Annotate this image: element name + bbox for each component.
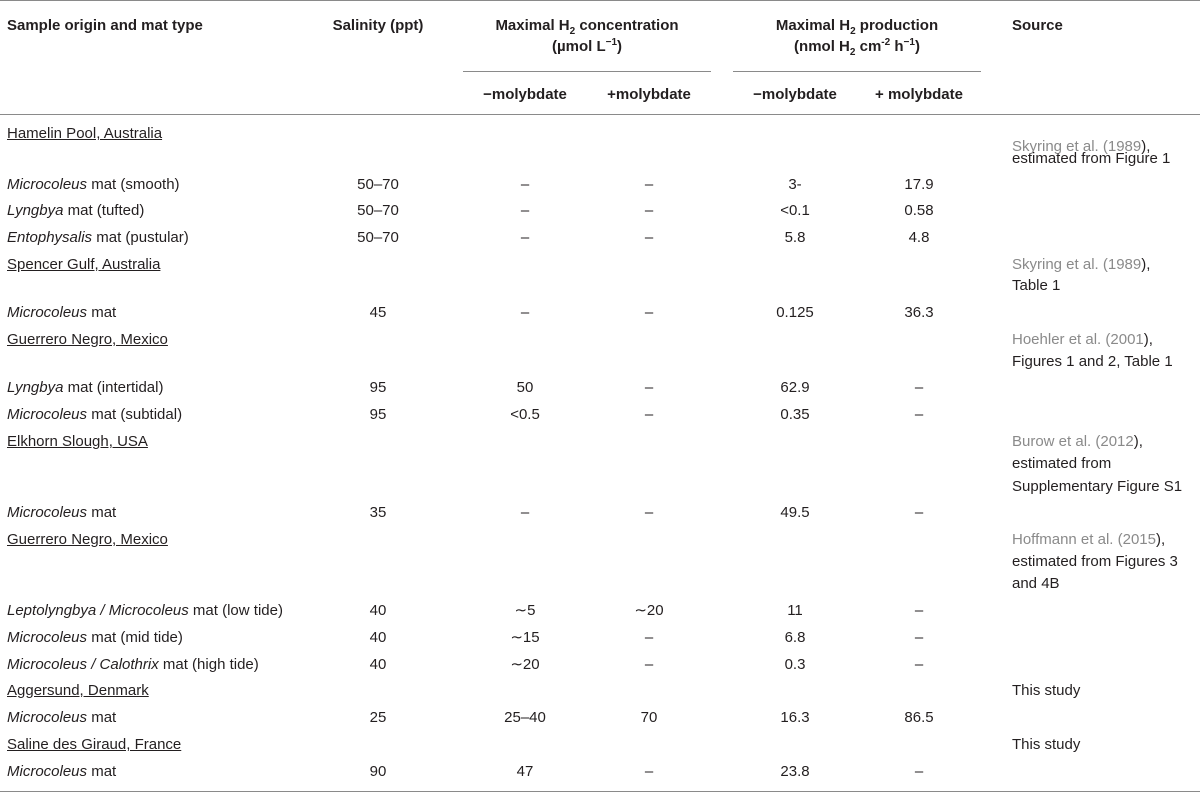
prod-minus-value: 0.125 (776, 304, 814, 321)
location-label: Guerrero Negro, Mexico (7, 531, 168, 548)
location-label: Elkhorn Slough, USA (7, 433, 148, 450)
prod-minus-value: <0.1 (780, 202, 810, 219)
source-note: and 4B (1012, 575, 1060, 592)
prod-plus-value: 0.58 (904, 202, 934, 219)
prod-minus-value: 3- (788, 176, 802, 193)
mat-type: Microcoleus / Calothrix mat (high tide) (7, 656, 259, 673)
header-conc-minus-molybdate: −molybdate (483, 86, 567, 103)
conc-minus-value: 25–40 (504, 709, 546, 726)
prod-minus-value: 0.3 (784, 656, 806, 673)
mat-type: Microcoleus mat (smooth) (7, 176, 180, 193)
source-citation[interactable]: Burow et al. (2012), (1012, 433, 1143, 450)
conc-plus-value: – (644, 629, 654, 646)
table-top-rule (0, 0, 1200, 1)
conc-minus-value: <0.5 (510, 406, 540, 423)
conc-minus-value: – (520, 229, 530, 246)
header-production-unit: (nmol $H_2$ $cm^{-2}$ $h^{-1}$) (794, 37, 920, 58)
conc-minus-value: ∼5 (514, 602, 536, 619)
salinity-value: 50–70 (357, 202, 399, 219)
prod-plus-value: – (914, 504, 924, 521)
salinity-value: 45 (369, 304, 387, 321)
header-production: Maximal $H_2$ production (775, 17, 939, 37)
location-label: Saline des Giraud, France (7, 736, 182, 753)
prod-minus-value: 62.9 (780, 379, 810, 396)
conc-plus-value: 70 (640, 709, 658, 726)
source-note: Table 1 (1012, 277, 1061, 294)
prod-plus-value: 86.5 (904, 709, 934, 726)
conc-plus-value: – (644, 202, 654, 219)
conc-minus-value: 50 (516, 379, 534, 396)
conc-plus-value: – (644, 229, 654, 246)
mat-type: Microcoleus mat (7, 504, 117, 521)
mat-type: Microcoleus mat (7, 763, 117, 780)
prod-minus-value: 49.5 (780, 504, 810, 521)
mat-type: Lyngbya mat (intertidal) (7, 379, 164, 396)
header-prod-minus-molybdate: −molybdate (753, 86, 837, 103)
prod-plus-value: 36.3 (904, 304, 934, 321)
prod-plus-value: – (914, 763, 924, 780)
prod-plus-value: – (914, 406, 924, 423)
conc-minus-value: ∼20 (510, 656, 540, 673)
mat-type: Microcoleus mat (7, 304, 117, 321)
conc-plus-value: – (644, 379, 654, 396)
header-source: Source (1012, 17, 1063, 34)
prod-minus-value: 5.8 (784, 229, 806, 246)
concentration-subrule (463, 71, 711, 72)
source-note: This study (1012, 736, 1081, 753)
salinity-value: 40 (369, 602, 387, 619)
salinity-value: 50–70 (357, 229, 399, 246)
table-bottom-rule (0, 791, 1200, 792)
header-salinity: Salinity (ppt) (332, 17, 424, 34)
conc-minus-value: – (520, 176, 530, 193)
prod-plus-value: 17.9 (904, 176, 934, 193)
header-origin: Sample origin and mat type (7, 17, 203, 34)
header-concentration: Maximal $H_2$ concentration (495, 17, 679, 37)
conc-minus-value: – (520, 304, 530, 321)
header-bottom-rule (0, 114, 1200, 115)
location-label: Hamelin Pool, Australia (7, 125, 163, 142)
source-note: estimated from (1012, 455, 1112, 472)
conc-minus-value: ∼15 (510, 629, 540, 646)
salinity-value: 40 (369, 629, 387, 646)
location-label: Aggersund, Denmark (7, 682, 149, 699)
prod-minus-value: 16.3 (780, 709, 810, 726)
mat-type: Microcoleus mat (7, 709, 117, 726)
conc-plus-value: ∼20 (634, 602, 664, 619)
source-citation[interactable]: Skyring et al. (1989), (1012, 256, 1151, 273)
prod-minus-value: 11 (787, 602, 803, 619)
source-citation[interactable]: Hoehler et al. (2001), (1012, 331, 1153, 348)
conc-plus-value: – (644, 763, 654, 780)
prod-plus-value: – (914, 656, 924, 673)
source-citation[interactable]: Skyring et al. (1989), (1012, 138, 1151, 155)
prod-plus-value: 4.8 (908, 229, 930, 246)
conc-plus-value: – (644, 504, 654, 521)
mat-type: Microcoleus mat (subtidal) (7, 406, 183, 423)
location-label: Spencer Gulf, Australia (7, 256, 161, 273)
prod-minus-value: 6.8 (784, 629, 806, 646)
source-citation[interactable]: Hoffmann et al. (2015), (1012, 531, 1166, 548)
conc-minus-value: 47 (516, 763, 534, 780)
conc-minus-value: – (520, 504, 530, 521)
source-note: Figures 1 and 2, Table 1 (1012, 353, 1173, 370)
location-label: Guerrero Negro, Mexico (7, 331, 168, 348)
salinity-value: 50–70 (357, 176, 399, 193)
prod-plus-value: – (914, 602, 924, 619)
conc-plus-value: – (644, 656, 654, 673)
header-conc-plus-molybdate: +molybdate (607, 86, 691, 103)
salinity-value: 35 (369, 504, 387, 521)
mat-type: Lyngbya mat (tufted) (7, 202, 145, 219)
salinity-value: 95 (369, 379, 387, 396)
conc-plus-value: – (644, 406, 654, 423)
conc-plus-value: – (644, 304, 654, 321)
prod-minus-value: 0.35 (780, 406, 810, 423)
prod-plus-value: – (914, 629, 924, 646)
mat-type: Entophysalis mat (pustular) (7, 229, 189, 246)
mat-type: Microcoleus mat (mid tide) (7, 629, 183, 646)
salinity-value: 40 (369, 656, 387, 673)
source-note: Supplementary Figure S1 (1012, 478, 1183, 495)
prod-plus-value: – (914, 379, 924, 396)
source-note: This study (1012, 682, 1081, 699)
source-note: estimated from Figure 1 (1012, 150, 1171, 167)
conc-minus-value: – (520, 202, 530, 219)
salinity-value: 90 (369, 763, 387, 780)
conc-plus-value: – (644, 176, 654, 193)
production-subrule (733, 71, 981, 72)
header-prod-plus-molybdate: + molybdate (875, 86, 963, 103)
source-note: estimated from Figures 3 (1012, 553, 1178, 570)
mat-type: Leptolyngbya / Microcoleus mat (low tide) (7, 602, 283, 619)
prod-minus-value: 23.8 (780, 763, 810, 780)
salinity-value: 25 (369, 709, 387, 726)
header-concentration-unit: (µmol $L^{-1}$) (551, 37, 623, 55)
salinity-value: 95 (369, 406, 387, 423)
